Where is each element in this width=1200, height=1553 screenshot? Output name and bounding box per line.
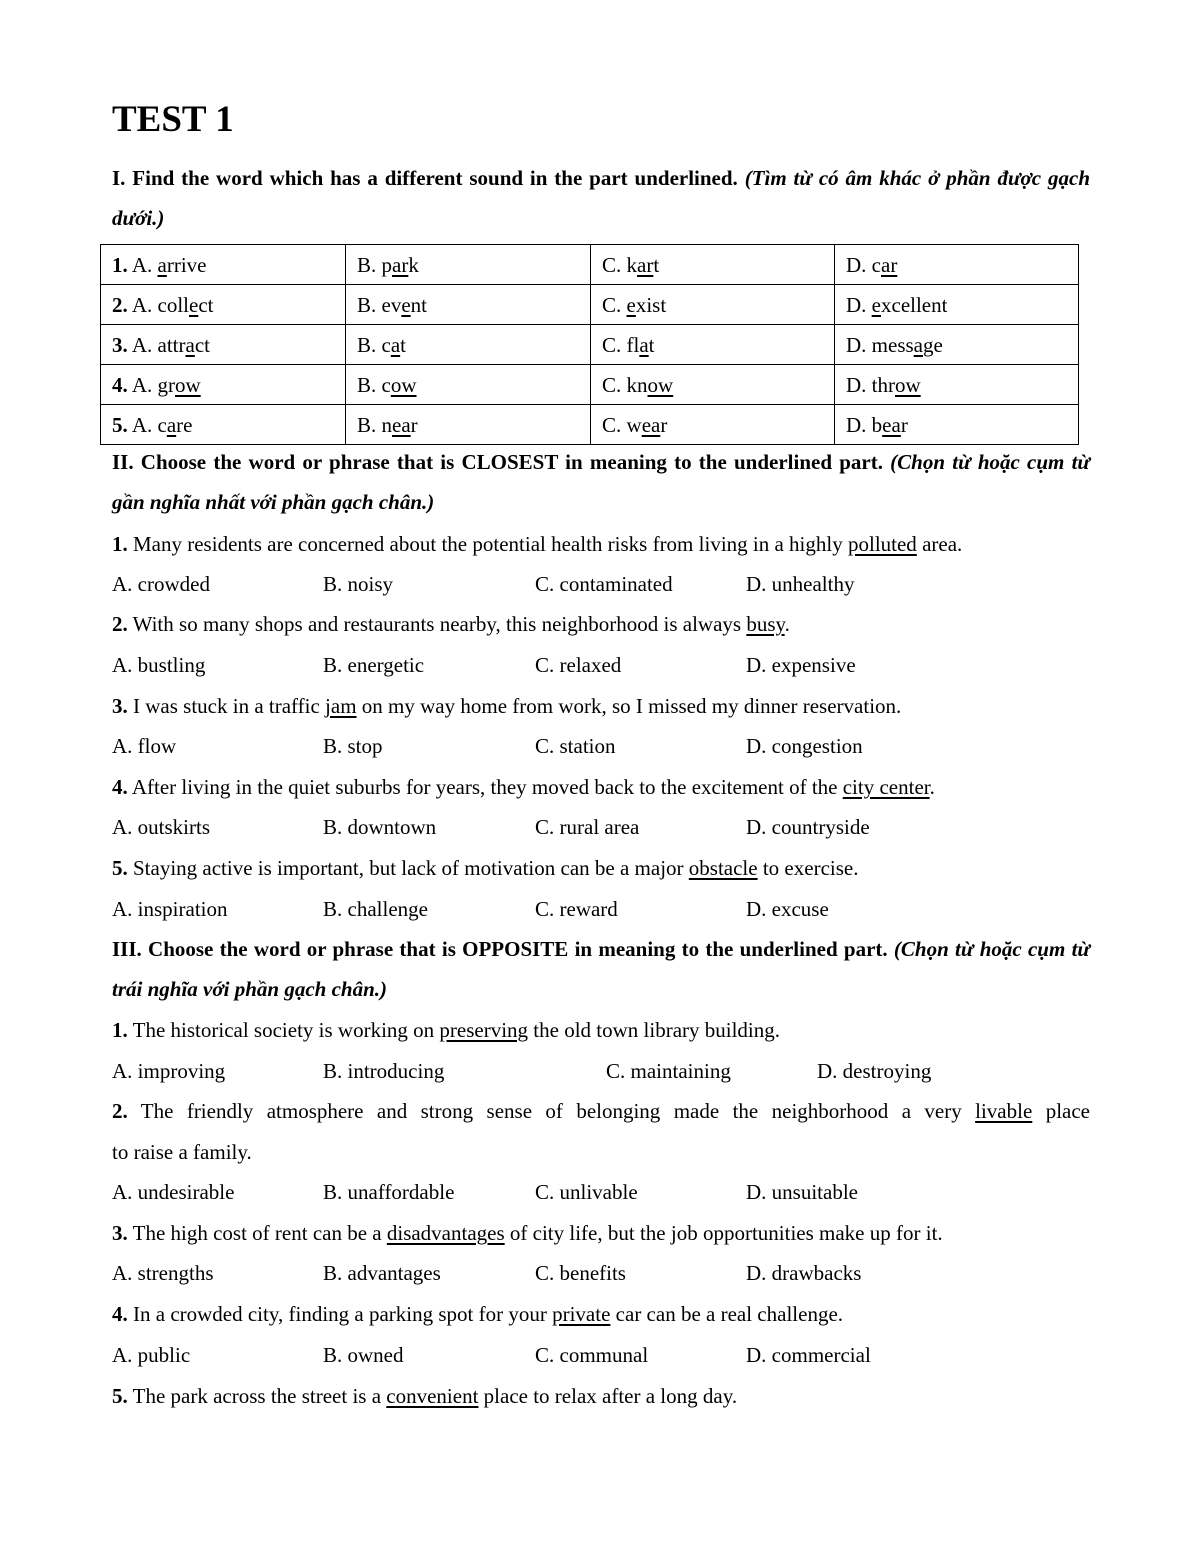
answer-option-a[interactable]: A. inspiration — [112, 897, 228, 921]
answer-option-a[interactable]: A. improving — [112, 1059, 226, 1083]
option-cell: D. throw — [835, 365, 1079, 405]
section-3-instruction: III. Choose the word or phrase that is OPPOSITE in meaning to the underlined part. — [112, 937, 888, 961]
answer-option-d[interactable]: D. unsuitable — [746, 1180, 858, 1204]
answer-option-c[interactable]: C. unlivable — [535, 1180, 638, 1204]
option-cell: B. cow — [346, 365, 591, 405]
question-text: 3. The high cost of rent can be a disadvantages of city life, but the job opportunities make up for it. — [112, 1221, 943, 1245]
answer-option-b[interactable]: B. introducing — [323, 1059, 445, 1083]
answer-option-a[interactable]: A. crowded — [112, 572, 210, 596]
section-1-heading — [112, 158, 1090, 238]
answer-option-b[interactable]: B. unaffordable — [323, 1180, 455, 1204]
answer-option-c[interactable]: C. contaminated — [535, 572, 673, 596]
option-cell: 3. A. attract — [101, 325, 346, 365]
answer-option-d[interactable]: D. drawbacks — [746, 1261, 862, 1285]
pronunciation-table — [100, 244, 1079, 445]
option-cell: D. bear — [835, 405, 1079, 445]
answer-option-c[interactable]: C. relaxed — [535, 653, 622, 677]
answer-option-d[interactable]: D. congestion — [746, 734, 863, 758]
answer-option-c[interactable]: C. communal — [535, 1343, 649, 1367]
option-cell: C. exist — [591, 285, 835, 325]
question-text: 4. In a crowded city, finding a parking spot for your private car can be a real challenge. — [112, 1302, 844, 1326]
section-3-heading — [112, 929, 1090, 1009]
question-text: 2. With so many shops and restaurants nearby, this neighborhood is always busy. — [112, 612, 790, 636]
answer-option-b[interactable]: B. challenge — [323, 897, 428, 921]
option-cell: B. park — [346, 245, 591, 285]
section-2-heading — [112, 442, 1090, 522]
answer-option-a[interactable]: A. strengths — [112, 1261, 214, 1285]
answer-option-b[interactable]: B. owned — [323, 1343, 404, 1367]
answer-option-d[interactable]: D. commercial — [746, 1343, 871, 1367]
section-3-instruction-vi: (Chọn từ hoặc cụm từ trái nghĩa với phần gạch chân.) — [112, 937, 1090, 1001]
question-text: 4. After living in the quiet suburbs for years, they moved back to the excitement of the city center. — [112, 775, 935, 799]
answer-option-a[interactable]: A. outskirts — [112, 815, 211, 839]
page-title: TEST 1 — [112, 99, 234, 140]
answer-option-b[interactable]: B. downtown — [323, 815, 437, 839]
answer-option-a[interactable]: A. undesirable — [112, 1180, 235, 1204]
section-1-instruction: I. Find the word which has a different sound in the part underlined. — [112, 166, 738, 190]
table-row — [101, 245, 1079, 285]
question-text: 2. The friendly atmosphere and strong sense of belonging made the neighborhood a very livable place — [112, 1099, 1090, 1123]
table-row — [101, 285, 1079, 325]
answer-option-a[interactable]: A. bustling — [112, 653, 206, 677]
answer-option-c[interactable]: C. station — [535, 734, 616, 758]
answer-option-a[interactable]: A. public — [112, 1343, 191, 1367]
option-cell: 4. A. grow — [101, 365, 346, 405]
option-cell: D. car — [835, 245, 1079, 285]
question-text-continued: to raise a family. — [112, 1140, 252, 1164]
answer-option-c[interactable]: C. rural area — [535, 815, 640, 839]
option-cell: B. event — [346, 285, 591, 325]
table-row — [101, 325, 1079, 365]
answer-option-c[interactable]: C. maintaining — [606, 1059, 731, 1083]
answer-option-c[interactable]: C. reward — [535, 897, 618, 921]
answer-option-a[interactable]: A. flow — [112, 734, 177, 758]
section-1-instruction-vi: (Tìm từ có âm khác ở phần được gạch dưới.) — [112, 166, 1090, 230]
question-text: 1. The historical society is working on preserving the old town library building. — [112, 1018, 781, 1042]
answer-option-b[interactable]: B. energetic — [323, 653, 425, 677]
answer-option-d[interactable]: D. expensive — [746, 653, 856, 677]
answer-option-b[interactable]: B. stop — [323, 734, 383, 758]
option-cell: D. excellent — [835, 285, 1079, 325]
option-cell: B. cat — [346, 325, 591, 365]
option-cell: C. wear — [591, 405, 835, 445]
question-text: 5. Staying active is important, but lack of motivation can be a major obstacle to exercise. — [112, 856, 859, 880]
question-text: 1. Many residents are concerned about the potential health risks from living in a highly polluted area. — [112, 532, 963, 556]
section-2-instruction: II. Choose the word or phrase that is CLOSEST in meaning to the underlined part. — [112, 450, 883, 474]
question-text: 3. I was stuck in a traffic jam on my way home from work, so I missed my dinner reservation. — [112, 694, 902, 718]
answer-option-c[interactable]: C. benefits — [535, 1261, 626, 1285]
option-cell: D. message — [835, 325, 1079, 365]
option-cell: C. know — [591, 365, 835, 405]
answer-option-d[interactable]: D. countryside — [746, 815, 870, 839]
answer-option-d[interactable]: D. destroying — [817, 1059, 932, 1083]
option-cell: 1. A. arrive — [101, 245, 346, 285]
answer-option-b[interactable]: B. noisy — [323, 572, 394, 596]
answer-option-d[interactable]: D. excuse — [746, 897, 829, 921]
option-cell: 2. A. collect — [101, 285, 346, 325]
option-cell: B. near — [346, 405, 591, 445]
table-row — [101, 365, 1079, 405]
option-cell: C. kart — [591, 245, 835, 285]
option-cell: C. flat — [591, 325, 835, 365]
answer-option-d[interactable]: D. unhealthy — [746, 572, 855, 596]
question-text: 5. The park across the street is a convenient place to relax after a long day. — [112, 1384, 738, 1408]
table-row — [101, 405, 1079, 445]
option-cell: 5. A. care — [101, 405, 346, 445]
answer-option-b[interactable]: B. advantages — [323, 1261, 441, 1285]
section-2-instruction-vi: (Chọn từ hoặc cụm từ gần nghĩa nhất với phần gạch chân.) — [112, 450, 1090, 514]
